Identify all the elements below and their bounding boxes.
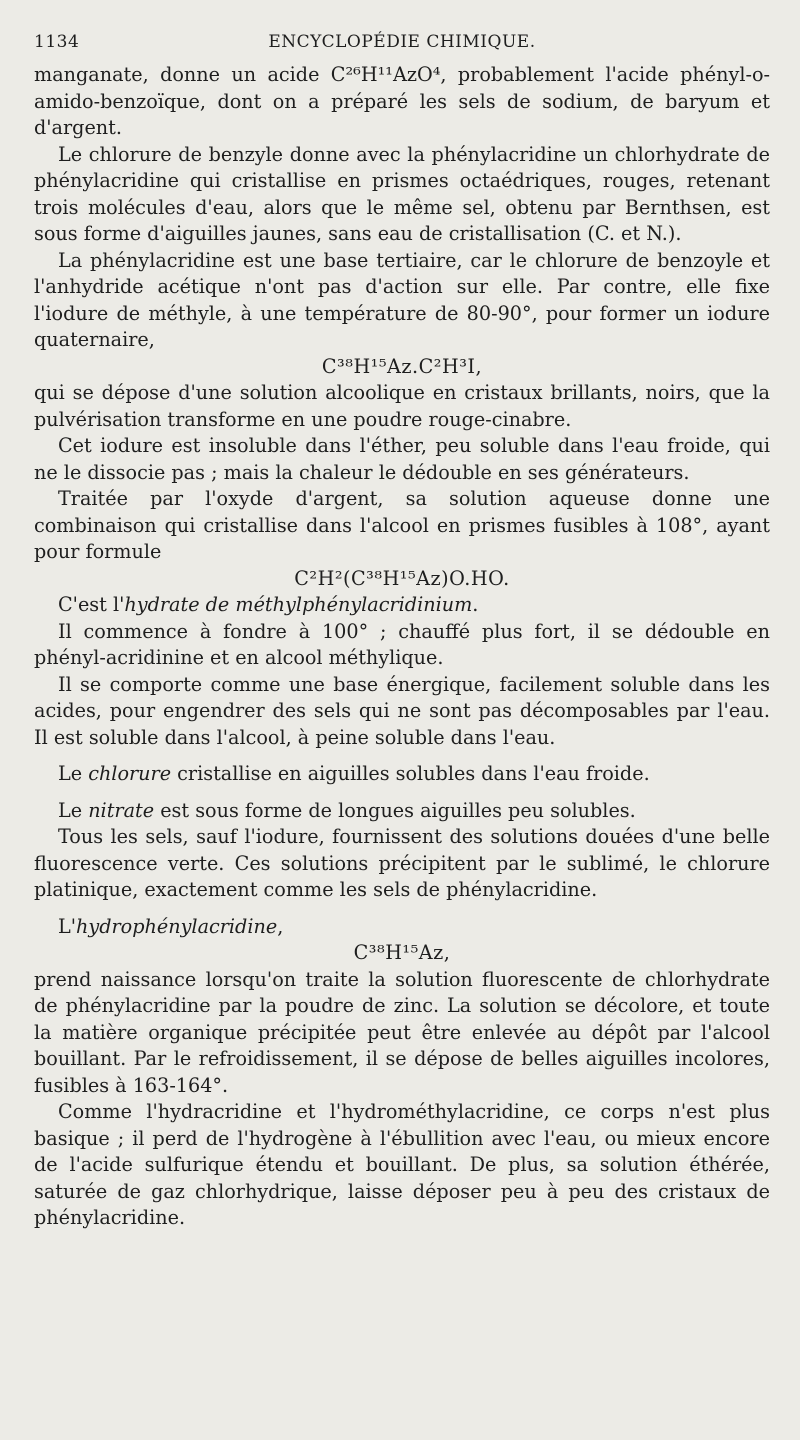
paragraph <box>34 798 770 825</box>
chemical-formula: C³⁸H¹⁵Az.C²H³I, <box>321 354 483 378</box>
paragraph <box>34 914 770 941</box>
chemical-formula: C²H²(C³⁸H¹⁵Az)O.HO. <box>294 566 510 590</box>
paragraph <box>34 761 770 788</box>
text-run: Le <box>58 798 89 822</box>
page-header <box>34 32 770 52</box>
text-run: Le <box>58 762 89 785</box>
text-run: , <box>277 914 284 938</box>
text-run: C'est l' <box>58 593 125 616</box>
paragraph <box>34 592 770 619</box>
paragraph: La phénylacridine est une base tertiaire, car le chlorure de benzoyle et l'anhydride acétique n'ont pas d'action sur elle. Par contre, elle fixe l'iodure de méthyle, à une température de 80-90°, pour former un iodure quaternaire, <box>34 248 770 351</box>
text-run: est sous forme de longues aiguilles peu solubles. <box>154 798 636 822</box>
paragraph: Tous les sels, sauf l'iodure, fournissent des solutions douées d'une belle fluorescence verte. Ces solutions précipitent par le sublimé, le chlorure platinique, exactement comme les sels de phénylacridine. <box>34 825 770 901</box>
paragraph: qui se dépose d'une solution alcoolique en cristaux brillants, noirs, que la pulvérisation transforme en une poudre rouge-cinabre. <box>34 381 770 431</box>
italic-term: nitrate <box>88 798 155 822</box>
text-run: L' <box>58 914 77 938</box>
paragraph: Il commence à fondre à 100° ; chauffé plus fort, il se dédouble en phényl-acridinine et en alcool méthylique. <box>34 619 770 669</box>
chemical-formula: C³⁸H¹⁵Az, <box>353 941 451 964</box>
page-number: 1134 <box>34 32 80 52</box>
paragraph: manganate, donne un acide C²⁶H¹¹AzO⁴, probablement l'acide phényl-o-amido-benzoïque, dont on a préparé les sels de sodium, de baryum et d'argent. <box>34 63 770 139</box>
paragraph: Le chlorure de benzyle donne avec la phénylacridine un chlorhydrate de phénylacridine qui cristallise en prismes octaédriques, rouges, retenant trois molécules d'eau, alors que le même sel, obtenu par Bernthsen, est sous forme d'aiguilles jaunes, sans eau de cristallisation (C. et N.). <box>34 142 770 245</box>
text-run: cristallise en aiguilles solubles dans l'eau froide. <box>171 762 650 785</box>
running-title: ENCYCLOPÉDIE CHIMIQUE. <box>268 32 536 52</box>
paragraph: Il se comporte comme une base énergique, facilement soluble dans les acides, pour engendrer des sels qui ne sont pas décomposables par l'eau. Il est soluble dans l'alcool, à peine soluble dans l'eau. <box>34 672 770 749</box>
text-run: . <box>472 593 479 616</box>
italic-term: hydrate de méthylphénylacridinium <box>124 593 473 616</box>
italic-term: chlorure <box>88 762 172 785</box>
paragraph: prend naissance lorsqu'on traite la solution fluorescente de chlorhydrate de phénylacridine par la poudre de zinc. La solution se décolore, et toute la matière organique précipitée peut être enlevée au dépôt par l'alcool bouillant. Par le refroidissement, il se dépose de belles aiguilles incolores, fusibles à 163-164°. <box>34 967 770 1097</box>
paragraph: Traitée par l'oxyde d'argent, sa solution aqueuse donne une combinaison qui cristallise dans l'alcool en prismes fusibles à 108°, ayant pour formule <box>34 487 770 563</box>
body-text <box>34 62 770 1232</box>
italic-term: hydrophénylacridine <box>76 914 278 938</box>
paragraph: Cet iodure est insoluble dans l'éther, peu soluble dans l'eau froide, qui ne le dissocie pas ; mais la chaleur le dédouble en ses générateurs. <box>34 434 770 484</box>
paragraph: Comme l'hydracridine et l'hydrométhylacridine, ce corps n'est plus basique ; il perd de l'hydrogène à l'ébullition avec l'eau, ou mieux encore de l'acide sulfurique étendu et bouillant. De plus, sa solution éthérée, saturée de gaz chlorhydrique, laisse déposer peu à peu des cristaux de phénylacridine. <box>34 1100 770 1229</box>
